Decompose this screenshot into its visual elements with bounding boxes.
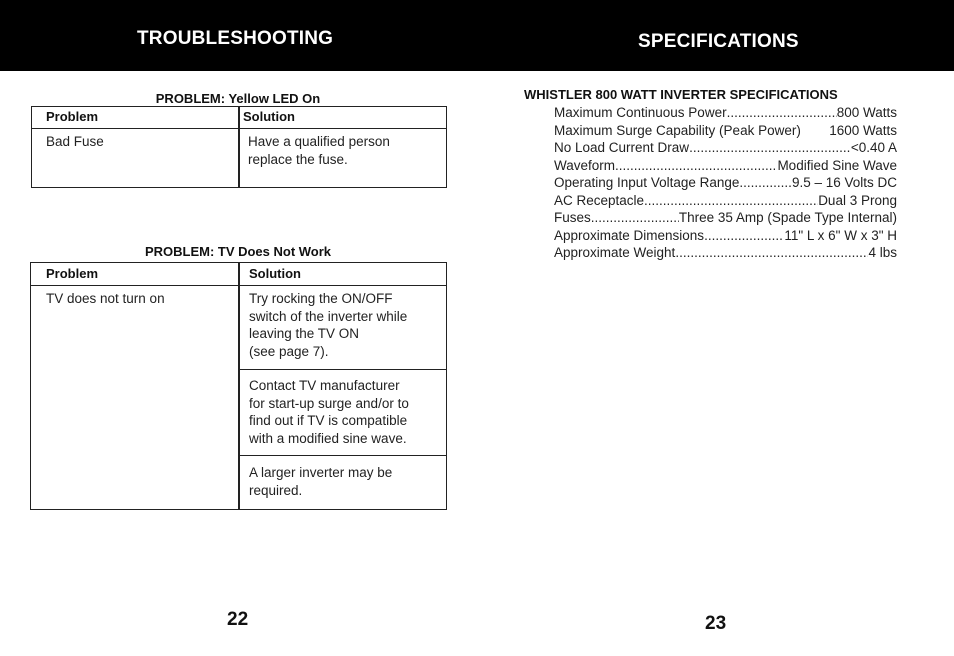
solution-line: switch of the inverter while [249,308,408,324]
spec-heading: WHISTLER 800 WATT INVERTER SPECIFICATIONS [524,87,838,102]
spec-label: Waveform [554,157,616,173]
spec-row [554,193,897,211]
page-number-left: 22 [227,609,249,630]
spec-leader-dots [689,140,851,155]
spec-leader-dots [644,193,818,208]
table1-problem-header: Problem [46,109,99,124]
spec-label: Maximum Continuous Power [554,105,727,120]
solution-line: Have a qualified person [248,134,390,149]
spec-row [554,175,897,193]
table1-problem-cell: Bad Fuse [46,134,104,149]
spec-value: 9.5 – 16 Volts DC [791,175,897,190]
spec-leader-dots [591,210,679,225]
spec-label: Maximum Surge Capability (Peak Power) [554,122,801,138]
table2-solution-header: Solution [249,266,301,281]
solution-line: find out if TV is compatible [249,413,408,428]
solution-line: replace the fuse. [248,151,348,167]
spec-leader-dots [739,175,792,190]
spec-label: Approximate Weight [554,245,676,260]
solution-line: A larger inverter may be [249,465,393,480]
page-number-right: 23 [705,613,727,634]
spec-leader-dots [727,105,837,120]
spec-leader-dots [615,158,777,173]
spec-value: 1600 Watts [829,122,897,138]
table2-solution-divider [240,369,446,370]
table2-solution-divider [240,455,446,456]
spec-value: Three 35 Amp (Spade Type Internal) [678,210,897,225]
header-bar [0,0,954,71]
specifications-title: SPECIFICATIONS [638,31,799,52]
spec-label: Approximate Dimensions [554,227,705,243]
spec-leader-dots [704,228,784,243]
spec-row [554,140,897,158]
spec-row [554,158,897,176]
table1-column-divider [238,107,240,187]
spec-row [554,210,897,228]
spec-row [554,228,897,246]
spec-label: Operating Input Voltage Range [554,175,740,190]
spec-label: Fuses [554,210,591,225]
spec-row [554,105,897,123]
solution-line: Contact TV manufacturer [249,378,400,393]
spec-value: 4 lbs [868,245,897,260]
solution-line: required. [249,482,303,498]
solution-line: Try rocking the ON/OFF [249,291,393,306]
yellow-led-table [31,106,447,188]
table2-solution-cell [249,377,409,447]
table1-caption: PROBLEM: Yellow LED On [155,91,321,106]
spec-leader-dots [675,245,868,260]
spec-value: Dual 3 Prong [818,192,897,208]
table2-solution-cell [249,290,407,360]
solution-line: with a modified sine wave. [249,430,407,446]
spec-label: No Load Current Draw [554,140,690,155]
tv-not-working-table [30,262,447,510]
table2-problem-header: Problem [46,266,99,281]
spec-value: Modified Sine Wave [777,157,897,173]
table1-solution-cell [248,133,390,168]
table2-solution-cell [249,464,392,499]
solution-line: leaving the TV ON [249,326,360,341]
table2-caption: PROBLEM: TV Does Not Work [144,244,332,259]
solution-line: (see page 7). [249,343,329,359]
spec-row [554,123,897,141]
table2-problem-cell: TV does not turn on [46,291,165,306]
spec-value: 800 Watts [836,105,897,120]
troubleshooting-title: TROUBLESHOOTING [137,28,334,49]
spec-row [554,245,897,263]
spec-label: AC Receptacle [554,192,645,208]
table2-column-divider [238,263,240,509]
table1-solution-header: Solution [243,109,295,124]
solution-line: for start-up surge and/or to [249,395,409,411]
spec-value: 11" L x 6" W x 3" H [784,227,897,243]
spec-value: <0.40 A [850,140,897,155]
